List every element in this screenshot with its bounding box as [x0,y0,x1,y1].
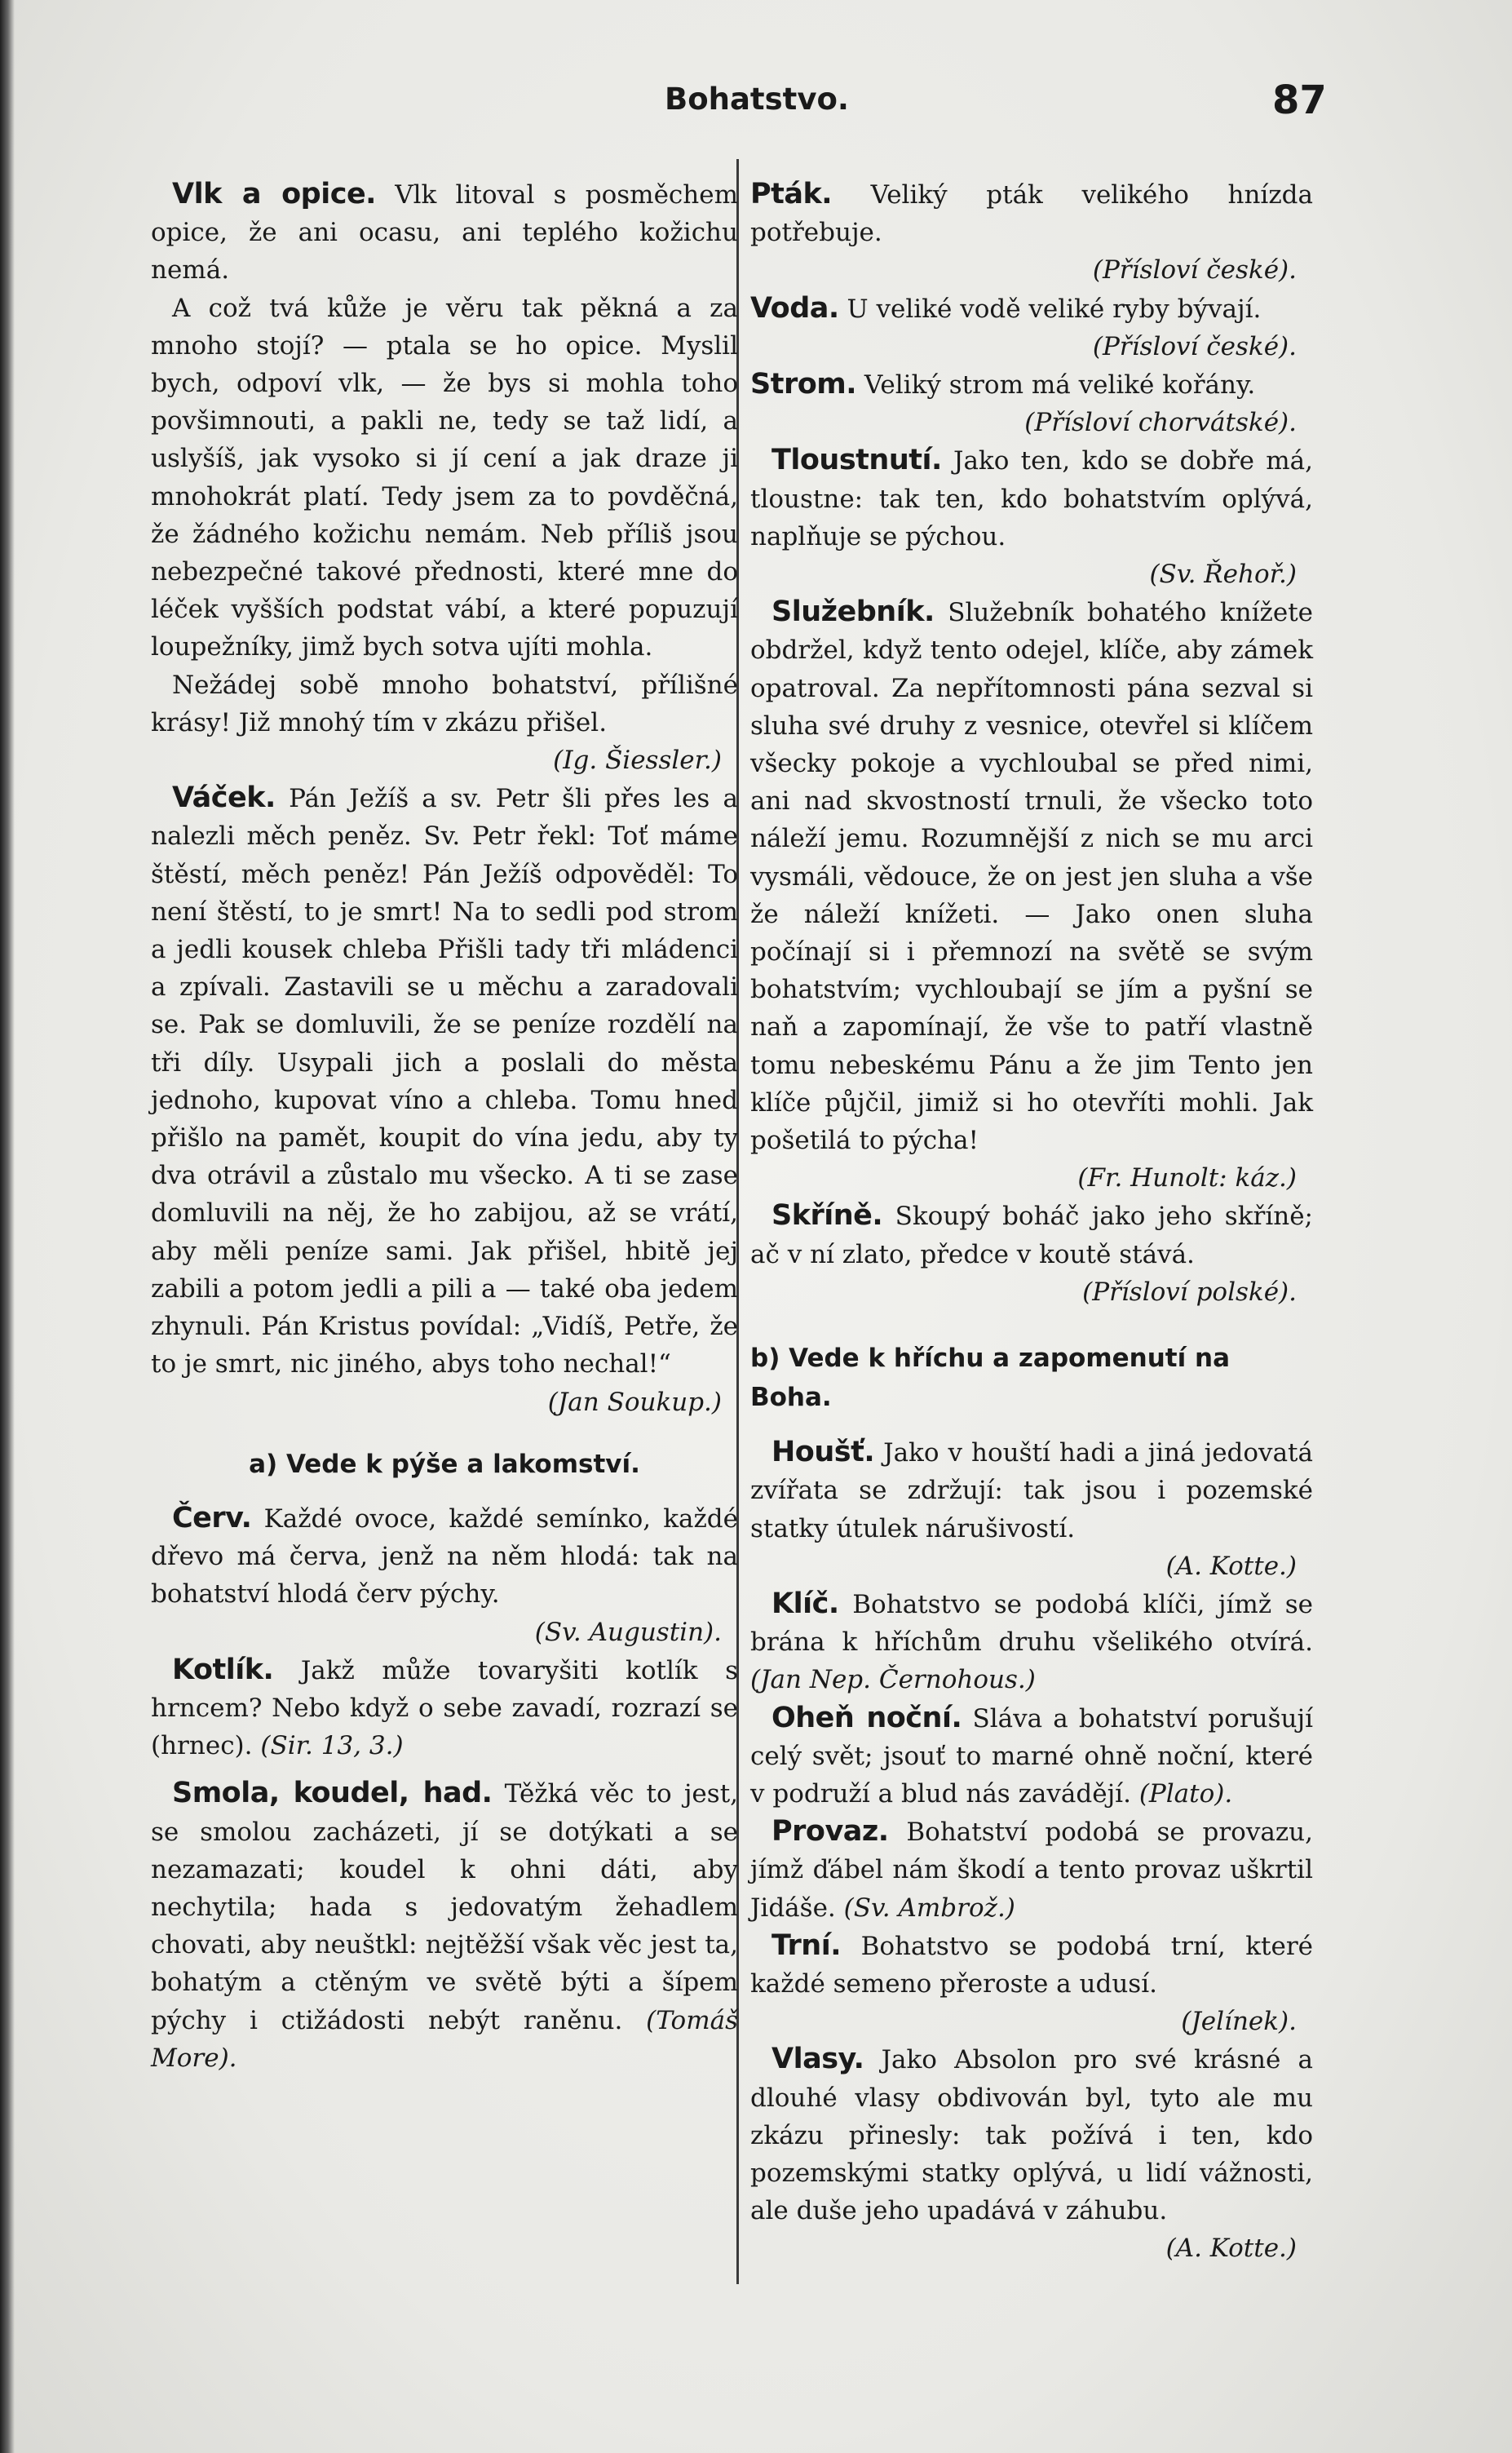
entry-source: (Jelínek). [1181,2007,1297,2037]
entry-ptak [750,175,1313,251]
entry-keyword: Pták. [750,178,833,210]
entry-text: Veliký strom má veliké kořány. [864,370,1256,401]
entry-source: (Sv. Řehoř.) [1149,560,1297,590]
entry-keyword: Smola, koudel, had. [172,1777,493,1810]
entry-text: Bohatství podobá se provazu, jímž ďábel nám škodí a tento provaz uškrtil Jidáše. [750,1818,1313,1923]
entry-vacek [151,779,738,1383]
scan-shadow-edge [0,0,15,2453]
entry-text: Skoupý boháč jako jeho skříně; ač v ní zlato, předce v koutě stává. [750,1202,1313,1269]
entry-keyword: Červ. [172,1501,252,1534]
entry-cerv [151,1499,738,1614]
entry-source: (Sv. Ambrož.) [843,1893,1015,1923]
entry-keyword: Oheň noční. [771,1701,962,1734]
entry-keyword: Voda. [750,291,839,325]
entry-tloustnuti [750,441,1313,556]
entry-text: Jako ten, kdo se dobře má, tloustne: tak ten, kdo bohatstvím oplývá, naplňuje se pýchou. [750,446,1314,551]
section-heading-a: a) Vede k pýše a lakomství. [249,1449,640,1479]
entry-vlk [151,175,738,290]
entry-text: Bohatstvo se podobá trní, které každé semeno přeroste a udusí. [750,1931,1314,1999]
entry-source: (Přísloví polské). [1082,1277,1297,1307]
entry-text: Veliký pták velikého hnízda potřebuje. [750,180,1313,248]
entry-keyword: Vlk a opice. [172,178,376,210]
entry-text: Bohatstvo se podobá klíči, jímž se brána k hříchům druhu všelikého otvírá. [750,1589,1314,1658]
entry-text: Pán Ježíš a sv. Petr šli přes les a nalezli měch peněz. Sv. Petr řekl: Toť máme štěstí, měch peněz! Pán Ježíš odpověděl: To není štěstí, to je smrt! Na to sedli pod strom a jedli kousek chleba Přišli tady tři mládenci a zpívali. Zastavili se u měchu a zaradovali se. Pak se domluvili, že se peníze rozdělí na tři díly. Usypali jich a poslali do města jednoho, kupovat víno a chleba. Tomu hned přišlo na pamět, koupit do vína jedu, aby ty dva otrávil a zůstalo mu všecko. A ti se zase domluvili na něj, že ho zabijou, až se vrátí, aby měli peníze sami. Jak přišel, hbitě jej zabili a potom jedli a pili a — také oba jedem zhynuli. Pán Kristus povídal: „Vidíš, Petře, že to je smrt, nic jiného, abys toho nechal!“ [151,784,738,1379]
entry-source: (Přísloví chorvátské). [1024,408,1297,438]
entry-source: (Jan Nep. Černohous.) [750,1665,1036,1695]
entry-smola [151,1774,738,2077]
entry-provaz [750,1813,1313,1927]
entry-source: (Sv. Augustin). [534,1617,722,1647]
left-column [151,175,738,2077]
entry-keyword: Tloustnutí. [771,444,942,477]
entry-kotlik [151,1651,738,1765]
entry-text: Jako Absolon pro své krásné a dlouhé vlasy obdivován byl, tyto ale mu zkázu přinesly: tak požívá i ten, kdo pozemskými statky oplývá, u lidí vážnosti, ale duše jeho upadává v záhubu. [750,2045,1314,2226]
entry-source: (Jan Soukup.) [547,1387,722,1417]
entry-voda [750,290,1313,328]
entry-strom [750,365,1313,404]
entry-keyword: Služebník. [771,596,935,629]
running-header-title: Bohatstvo. [665,82,849,117]
entry-keyword: Trní. [771,1928,841,1962]
entry-source: (Fr. Hunolt: káz.) [1077,1163,1297,1193]
entry-source: (A. Kotte.) [1165,1551,1297,1581]
entry-trni [750,1927,1313,2003]
entry-text: Služebník bohatého knížete obdržel, když tento odejel, klíče, aby zámek opatroval. Za nepřítomnosti pána sezval si sluha své druhy z vesnice, otevřel si klíčem všecky pokoje a vychloubal se před nimi, ani nad skvostností trnuli, že všecko toto náleží jemu. Rozumnější z nich se mu arci vysmáli, vědouce, že on jest jen sluha a vše že náleží knížeti. — Jako onen sluha počínají si i přemnozí na světě se svým bohatstvím; vychloubají se jím a pyšní se naň a zapomínají, že vše to patří vlastně tomu nebeskému Pánu a že jim Tento jen klíče půjčil, jimiž si ho otevříti mohli. Jak pošetilá to pýcha! [750,598,1314,1156]
page-number: 87 [1272,77,1327,123]
entry-source: (Přísloví české). [1092,255,1297,286]
entry-text: Každé ovoce, každé semínko, každé dřevo má červa, jenž na něm hlodá: tak na bohatství hlodá červ pýchy. [151,1503,738,1610]
section-heading-b: b) Vede k hříchu a zapomenutí na Boha. [750,1344,1231,1413]
entry-houst [750,1433,1313,1548]
entry-vlk-paragraph-2: A což tvá kůže je věru tak pěkná a za mnoho stojí? — ptala se ho opice. Myslil bych, odpoví vlk, — že bys si mohla toho povšimnouti, a pakli ne, tedy se taž lidí, a uslyšíš, jak vysoko si jí cení a jak draze ji mnohokrát platí. Tedy jsem za to povděčná, že žádného kožichu nemám. Neb příliš jsou nebezpečné takové přednosti, které mne do léček vyšších podstat vábí, a které popuzují loupežníky, jimž bych sotva ujíti mohla. [151,293,738,662]
entry-source: (Ig. Šiessler.) [553,746,722,776]
entry-text: Jakž může tovaryšiti kotlík s hrncem? Nebo když o sebe zavadí, rozrazí se (hrnec). [151,1655,738,1761]
entry-source: (Plato). [1138,1778,1233,1809]
entry-keyword: Strom. [750,368,857,401]
entry-keyword: Kotlík. [172,1653,274,1686]
entry-keyword: Váček. [172,782,276,815]
entry-vlk-paragraph-3: Nežádej sobě mnoho bohatství, přílišné krásy! Již mnohý tím v zkázu přišel. [151,670,738,737]
entry-keyword: Klíč. [771,1587,839,1620]
entry-text: Sláva a bohatství porušují celý svět; jsouť to marné ohně noční, které v podruží a blud nás zavádějí. [750,1703,1313,1809]
entry-text: Těžká věc to jest, se smolou zacházeti, jí se dotýkati a se nezamazati; koudel k ohni dáti, aby nechytila; hada s jedovatým žehadlem chovati, aby neuštkl: nejtěžší však věc jest ta, bohatým a ctěným ve světě býti a šípem pýchy i ctižádosti nebýt raněnu. [151,1779,738,2035]
entry-keyword: Vlasy. [771,2043,864,2076]
entry-source: (A. Kotte.) [1165,2234,1297,2264]
entry-klic [750,1585,1313,1699]
entry-text: Vlk litoval s posměchem opice, že ani ocasu, ani teplého kožichu nemá. [151,180,738,286]
right-column [750,175,1313,2268]
entry-text: Jako v houští hadi a jiná jedovatá zvířata se zdržují: tak jsou i pozemské statky útulek nárušivostí. [750,1438,1313,1543]
entry-keyword: Houšť. [771,1436,875,1469]
entry-skrine [750,1197,1313,1273]
entry-source: (Tomáš More). [151,2005,738,2073]
entry-source: (Přísloví české). [1092,331,1297,361]
entry-keyword: Provaz. [771,1815,889,1849]
entry-vlasy [750,2040,1313,2229]
entry-text: U veliké vodě veliké ryby bývají. [847,294,1262,324]
entry-keyword: Skříně. [771,1199,883,1233]
entry-sluzebnik [750,593,1313,1159]
entry-source: (Sir. 13, 3.) [260,1731,404,1761]
entry-ohen [750,1699,1313,1813]
